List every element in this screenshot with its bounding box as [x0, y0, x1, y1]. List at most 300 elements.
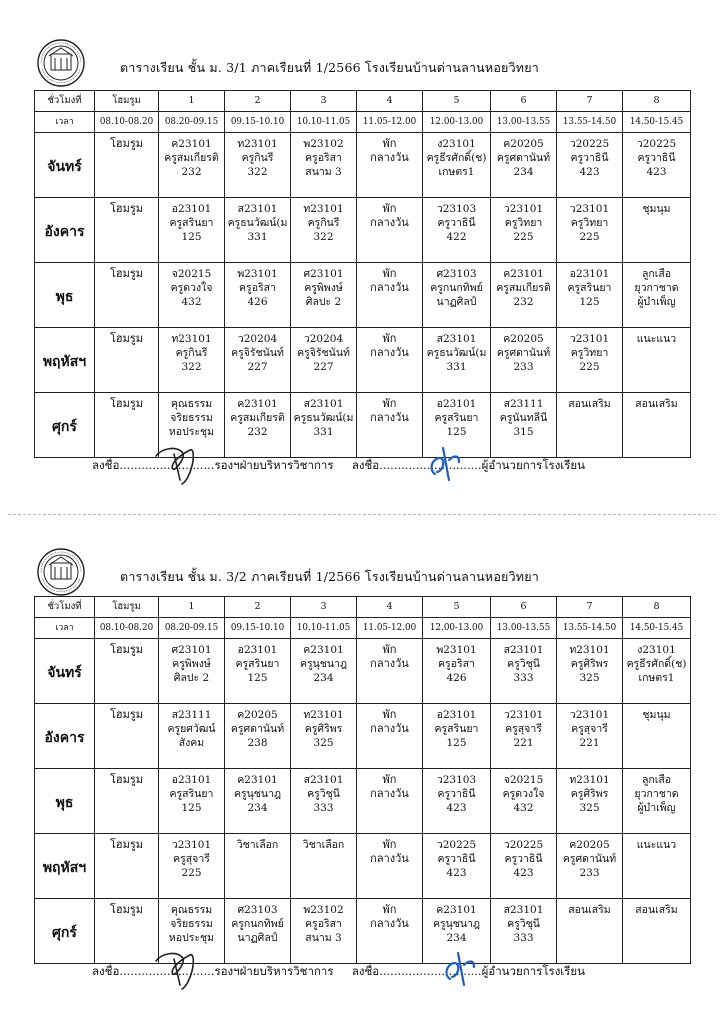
room: 125 — [446, 737, 467, 749]
subject-code: ว20225 — [503, 839, 544, 851]
time-label: เวลา — [35, 618, 95, 639]
day-name: พุธ — [35, 263, 95, 328]
teacher-name: ครูวิชุนี — [507, 918, 540, 930]
teacher-name: ครูพิพงษ์ — [172, 658, 211, 670]
sign-dots-right: .................. — [415, 458, 482, 472]
subject-code: ว23101 — [569, 333, 610, 345]
subject-code: อ23101 — [237, 644, 278, 656]
room: 233 — [579, 867, 600, 879]
class-cell — [623, 704, 691, 769]
room: 325 — [579, 802, 600, 814]
subject-code: ชุมนุม — [642, 203, 671, 215]
day-name: พุธ — [35, 769, 95, 834]
subject-code: ว23101 — [569, 709, 610, 721]
room: 426 — [247, 296, 268, 308]
subject-code: โฮมรูม — [109, 643, 144, 656]
class-cell — [557, 263, 623, 328]
room: 221 — [513, 737, 534, 749]
room: 432 — [513, 802, 534, 814]
room: 125 — [181, 231, 202, 243]
time-slot: 08.20-09.15 — [159, 618, 225, 639]
time-slot: 12.00-13.00 — [423, 618, 491, 639]
subject-code: ค20205 — [503, 333, 544, 345]
room: 426 — [446, 672, 467, 684]
subject-code: ว20204 — [303, 333, 344, 345]
room: 423 — [646, 166, 667, 178]
sign-dots-left: ................... — [144, 964, 215, 978]
class-cell — [623, 899, 691, 964]
subject-code: ท23101 — [303, 709, 344, 721]
room: 227 — [247, 361, 268, 373]
school-emblem-icon — [36, 547, 86, 597]
class-cell — [557, 133, 623, 198]
class-cell — [291, 263, 357, 328]
timetable — [34, 90, 691, 458]
day-row — [35, 198, 691, 263]
vice-director-signature — [150, 943, 210, 993]
teacher-name: ครูสรินยา — [169, 788, 214, 800]
room: 225 — [513, 231, 534, 243]
lunch-break-cell — [357, 834, 423, 899]
day-row — [35, 769, 691, 834]
subject-code: ค20205 — [237, 709, 278, 721]
class-cell — [491, 639, 557, 704]
room: 422 — [446, 231, 467, 243]
room: 225 — [579, 231, 600, 243]
class-cell — [623, 393, 691, 458]
day-name: พฤหัสฯ — [35, 834, 95, 899]
room: 423 — [446, 867, 467, 879]
class-cell — [225, 899, 291, 964]
teacher-name: ครูวาธินี — [437, 853, 476, 865]
subject-code: ค23101 — [237, 398, 278, 410]
subject-code: ท23101 — [171, 333, 212, 345]
time-slot: 09.15-10.10 — [225, 112, 291, 133]
subject-code: โฮมรูม — [109, 397, 144, 410]
header-row — [35, 597, 691, 618]
teacher-name: ครูกินรี — [175, 347, 208, 359]
room: ศิลปะ 2 — [305, 296, 342, 308]
subject-code: ท23101 — [569, 774, 610, 786]
period-header: โฮมรูม — [95, 597, 159, 618]
room: 331 — [313, 426, 334, 438]
room: 221 — [579, 737, 600, 749]
class-cell — [557, 704, 623, 769]
subject-code: ว20204 — [237, 333, 278, 345]
header-row — [35, 91, 691, 112]
lunch-break-cell — [357, 639, 423, 704]
day-name: จันทร์ — [35, 133, 95, 198]
teacher-name: ครูวาธินี — [637, 152, 676, 164]
subject-code: ค20205 — [503, 138, 544, 150]
class-cell — [623, 639, 691, 704]
subject-code: คุณธรรม — [170, 904, 213, 916]
subject-code: โฮมรูม — [109, 332, 144, 345]
teacher-name: ครูนันทลีนี — [499, 412, 548, 424]
period-header: 4 — [357, 597, 423, 618]
teacher-name: ครูธีรศักดิ์(ช) — [626, 658, 687, 670]
class-cell — [225, 639, 291, 704]
section-header — [32, 34, 692, 84]
subject-code: อ23101 — [436, 398, 477, 410]
class-cell — [623, 328, 691, 393]
class-cell — [491, 834, 557, 899]
subject-code: ส23101 — [436, 333, 477, 345]
time-slot: 08.10-08.20 — [95, 618, 159, 639]
subject-code: โฮมรูม — [109, 773, 144, 786]
room: 331 — [446, 361, 467, 373]
room: 233 — [513, 361, 534, 373]
room: 125 — [446, 426, 467, 438]
period-header: 5 — [423, 597, 491, 618]
homeroom-cell — [95, 133, 159, 198]
teacher-name: ครูดวงใจ — [170, 282, 213, 294]
subject-code: พัก — [382, 267, 397, 280]
subject-code: ส23101 — [237, 203, 278, 215]
time-slot: 08.20-09.15 — [159, 112, 225, 133]
teacher-name: กลางวัน — [370, 216, 409, 229]
room: 125 — [181, 802, 202, 814]
time-label: เวลา — [35, 112, 95, 133]
teacher-name: ครูวาธินี — [570, 152, 609, 164]
teacher-name: ครูวาธินี — [437, 217, 476, 229]
teacher-name: ครูศิริพร — [304, 723, 343, 735]
time-slot: 13.55-14.50 — [557, 112, 623, 133]
teacher-name: จริยธรรม — [170, 412, 213, 424]
class-cell — [291, 899, 357, 964]
teacher-name: ครูวิทยา — [570, 217, 609, 229]
teacher-name: กลางวัน — [370, 787, 409, 800]
time-slot: 14.50-15.45 — [623, 112, 691, 133]
class-cell — [557, 769, 623, 834]
room: 423 — [579, 166, 600, 178]
subject-code: ง23101 — [437, 138, 476, 150]
day-row — [35, 639, 691, 704]
time-slot: 08.10-08.20 — [95, 112, 159, 133]
class-cell — [423, 263, 491, 328]
page-divider — [8, 514, 716, 515]
teacher-name: ครูนุชนาฎ — [432, 918, 481, 930]
teacher-name: ครูศดานันท์ — [496, 152, 551, 164]
subject-code: ลูกเสือ — [641, 774, 672, 786]
subject-code: ท23101 — [569, 644, 610, 656]
subject-code: ค23101 — [237, 774, 278, 786]
teacher-name: ครูสมเกียรติ — [230, 412, 285, 424]
subject-code: พัก — [382, 903, 397, 916]
director-signature — [425, 440, 465, 484]
teacher-name: ครูอริสา — [305, 152, 342, 164]
subject-code: แนะแนว — [636, 333, 677, 345]
day-row — [35, 263, 691, 328]
subject-code: สอนเสริม — [635, 904, 678, 916]
day-name: ศุกร์ — [35, 393, 95, 458]
period-label: ชั่วโมงที่ — [35, 91, 95, 112]
day-row — [35, 834, 691, 899]
room: 232 — [247, 426, 268, 438]
period-header: โฮมรูม — [95, 91, 159, 112]
class-cell — [225, 834, 291, 899]
room: 325 — [313, 737, 334, 749]
class-cell — [159, 639, 225, 704]
teacher-name: ครูวิชุนี — [507, 658, 540, 670]
subject-code: ท23101 — [237, 138, 278, 150]
room: 238 — [247, 737, 268, 749]
subject-code: ศ23103 — [237, 904, 278, 916]
teacher-name: ครูธนวัฒน์(ม — [426, 347, 487, 359]
class-cell — [423, 328, 491, 393]
homeroom-cell — [95, 899, 159, 964]
subject-code: ว20225 — [569, 138, 610, 150]
room: ศิลปะ 2 — [173, 672, 210, 684]
teacher-name: ครูวิทยา — [570, 347, 609, 359]
subject-code: โฮมรูม — [109, 708, 144, 721]
time-slot: 11.05-12.00 — [357, 112, 423, 133]
class-cell — [623, 133, 691, 198]
subject-code: พ23102 — [303, 904, 344, 916]
subject-code: ง23101 — [637, 644, 676, 656]
teacher-name: กลางวัน — [370, 411, 409, 424]
subject-code: ว20225 — [636, 138, 677, 150]
period-header: 5 — [423, 91, 491, 112]
vice-director-role: รองฯฝ่ายบริหารวิชาการ — [214, 964, 334, 978]
subject-code: อ23101 — [171, 774, 212, 786]
teacher-name: กลางวัน — [370, 917, 409, 930]
subject-code: ว23101 — [569, 203, 610, 215]
subject-code: สอนเสริม — [568, 398, 611, 410]
teacher-name: ครูพิพงษ์ — [304, 282, 343, 294]
page-title: ตารางเรียน ชั้น ม. 3/1 ภาคเรียนที่ 1/2566 โรงเรียนบ้านด่านลานหอยวิทยา — [120, 60, 539, 75]
subject-code: สอนเสริม — [635, 398, 678, 410]
teacher-name: ครูอริสา — [239, 282, 276, 294]
time-slot: 12.00-13.00 — [423, 112, 491, 133]
teacher-name: ครูธีรศักดิ์(ช) — [426, 152, 487, 164]
section-header — [32, 543, 692, 593]
time-slot: 10.10-11.05 — [291, 112, 357, 133]
sign-label-left: ลงชื่อ....... — [92, 964, 145, 978]
time-slot: 13.00-13.55 — [491, 112, 557, 133]
subject-code: อ23101 — [569, 268, 610, 280]
teacher-name: ครูศดานันท์ — [496, 347, 551, 359]
teacher-name: ครูวิชุนี — [307, 788, 340, 800]
period-header: 2 — [225, 91, 291, 112]
teacher-name: กลางวัน — [370, 657, 409, 670]
class-cell — [557, 328, 623, 393]
day-name: จันทร์ — [35, 639, 95, 704]
day-row — [35, 899, 691, 964]
director-role: ผู้อำนวยการโรงเรียน — [481, 458, 586, 472]
day-row — [35, 328, 691, 393]
teacher-name: ครูกนกทิพย์ — [430, 282, 483, 294]
homeroom-cell — [95, 704, 159, 769]
class-cell — [225, 263, 291, 328]
teacher-name: ครูสรินยา — [235, 658, 280, 670]
class-cell — [423, 639, 491, 704]
room: นาฏศิลป์ — [436, 296, 477, 308]
subject-code: ลูกเสือ — [641, 268, 672, 280]
class-cell — [557, 393, 623, 458]
subject-code: วิชาเลือก — [236, 839, 279, 851]
room: 331 — [247, 231, 268, 243]
subject-code: พัก — [382, 708, 397, 721]
subject-code: พัก — [382, 773, 397, 786]
subject-code: โฮมรูม — [109, 267, 144, 280]
subject-code: โฮมรูม — [109, 137, 144, 150]
day-row — [35, 704, 691, 769]
room: 232 — [513, 296, 534, 308]
teacher-name: ยุวกาชาด — [634, 788, 679, 800]
teacher-name: ครูสรินยา — [434, 412, 479, 424]
subject-code: ชุมนุม — [642, 709, 671, 721]
subject-code: ศ23101 — [303, 268, 344, 280]
sign-dots-left: ................... — [144, 458, 215, 472]
sign-dots-right: .................. — [415, 964, 482, 978]
vice-director-role: รองฯฝ่ายบริหารวิชาการ — [214, 458, 334, 472]
day-name: อังคาร — [35, 704, 95, 769]
lunch-break-cell — [357, 133, 423, 198]
class-cell — [291, 198, 357, 263]
room: 234 — [247, 802, 268, 814]
teacher-name: ครูสรินยา — [434, 723, 479, 735]
time-slot: 10.10-11.05 — [291, 618, 357, 639]
class-cell — [225, 133, 291, 198]
subject-code: อ23101 — [171, 203, 212, 215]
class-cell — [225, 769, 291, 834]
period-header: 3 — [291, 597, 357, 618]
room: 234 — [446, 932, 467, 944]
subject-code: พัก — [382, 643, 397, 656]
day-name: ศุกร์ — [35, 899, 95, 964]
class-cell — [623, 769, 691, 834]
class-cell — [225, 393, 291, 458]
subject-code: จ20215 — [171, 268, 212, 280]
subject-code: พัก — [382, 838, 397, 851]
teacher-name: ครูวาธินี — [504, 853, 543, 865]
room: 423 — [513, 867, 534, 879]
subject-code: พ23102 — [303, 138, 344, 150]
lunch-break-cell — [357, 393, 423, 458]
time-row — [35, 618, 691, 639]
lunch-break-cell — [357, 328, 423, 393]
class-cell — [225, 328, 291, 393]
homeroom-cell — [95, 639, 159, 704]
teacher-name: ยุวกาชาด — [634, 282, 679, 294]
class-cell — [291, 769, 357, 834]
time-slot: 11.05-12.00 — [357, 618, 423, 639]
teacher-name: ครูอริสา — [305, 918, 342, 930]
class-cell — [557, 198, 623, 263]
teacher-name: ครูศิริพร — [570, 658, 609, 670]
class-cell — [491, 393, 557, 458]
room: 232 — [181, 166, 202, 178]
teacher-name: ครูกินรี — [241, 152, 274, 164]
subject-code: ว23103 — [436, 774, 477, 786]
period-header: 7 — [557, 91, 623, 112]
subject-code: ส23111 — [171, 709, 212, 721]
class-cell — [225, 704, 291, 769]
vice-director-signature — [150, 438, 210, 488]
timetable — [34, 596, 691, 964]
class-cell — [423, 769, 491, 834]
period-header: 7 — [557, 597, 623, 618]
teacher-name: ครูสมเกียรติ — [496, 282, 551, 294]
subject-code: ศ23101 — [171, 644, 212, 656]
class-cell — [291, 704, 357, 769]
class-cell — [423, 198, 491, 263]
subject-code: ค23101 — [171, 138, 212, 150]
subject-code: ส23101 — [503, 904, 544, 916]
page-title: ตารางเรียน ชั้น ม. 3/2 ภาคเรียนที่ 1/2566 โรงเรียนบ้านด่านลานหอยวิทยา — [120, 569, 539, 584]
subject-code: ท23101 — [303, 203, 344, 215]
subject-code: คุณธรรม — [170, 398, 213, 410]
room: 315 — [513, 426, 534, 438]
subject-code: ค20205 — [569, 839, 610, 851]
teacher-name: ครูอริสา — [438, 658, 475, 670]
time-row — [35, 112, 691, 133]
class-cell — [159, 263, 225, 328]
day-row — [35, 393, 691, 458]
class-cell — [491, 769, 557, 834]
room: 423 — [446, 802, 467, 814]
period-header: 3 — [291, 91, 357, 112]
class-cell — [291, 834, 357, 899]
teacher-name: ครูนุชนาฎ — [299, 658, 348, 670]
room: 322 — [247, 166, 268, 178]
lunch-break-cell — [357, 899, 423, 964]
period-header: 4 — [357, 91, 423, 112]
teacher-name: กลางวัน — [370, 151, 409, 164]
subject-code: พ23101 — [237, 268, 278, 280]
room: 227 — [313, 361, 334, 373]
period-header: 8 — [623, 597, 691, 618]
room: 234 — [313, 672, 334, 684]
time-slot: 14.50-15.45 — [623, 618, 691, 639]
time-slot: 13.00-13.55 — [491, 618, 557, 639]
subject-code: พัก — [382, 137, 397, 150]
room: เกษตร1 — [438, 166, 475, 178]
teacher-name: ครูจิรัชนันท์ — [297, 347, 350, 359]
teacher-name: ครูกนกทิพย์ — [231, 918, 284, 930]
subject-code: โฮมรูม — [109, 838, 144, 851]
room: 333 — [513, 932, 534, 944]
room: 234 — [513, 166, 534, 178]
teacher-name: ครูสุจารี — [173, 853, 210, 865]
room: 432 — [181, 296, 202, 308]
subject-code: ค23101 — [436, 904, 477, 916]
teacher-name: กลางวัน — [370, 722, 409, 735]
class-cell — [159, 328, 225, 393]
period-label: ชั่วโมงที่ — [35, 597, 95, 618]
room: 333 — [313, 802, 334, 814]
room: สังคม — [178, 737, 205, 749]
subject-code: วิชาเลือก — [302, 839, 345, 851]
teacher-name: ครูนุชนาฎ — [233, 788, 282, 800]
homeroom-cell — [95, 393, 159, 458]
subject-code: ส23111 — [503, 398, 544, 410]
lunch-break-cell — [357, 263, 423, 328]
subject-code: ส23101 — [503, 644, 544, 656]
teacher-name: ครูดวงใจ — [502, 788, 545, 800]
class-cell — [423, 834, 491, 899]
class-cell — [291, 133, 357, 198]
room: 125 — [579, 296, 600, 308]
subject-code: ค23101 — [303, 644, 344, 656]
room: 225 — [181, 867, 202, 879]
subject-code: ค23101 — [503, 268, 544, 280]
subject-code: พัก — [382, 202, 397, 215]
room: 333 — [513, 672, 534, 684]
period-header: 1 — [159, 91, 225, 112]
homeroom-cell — [95, 769, 159, 834]
